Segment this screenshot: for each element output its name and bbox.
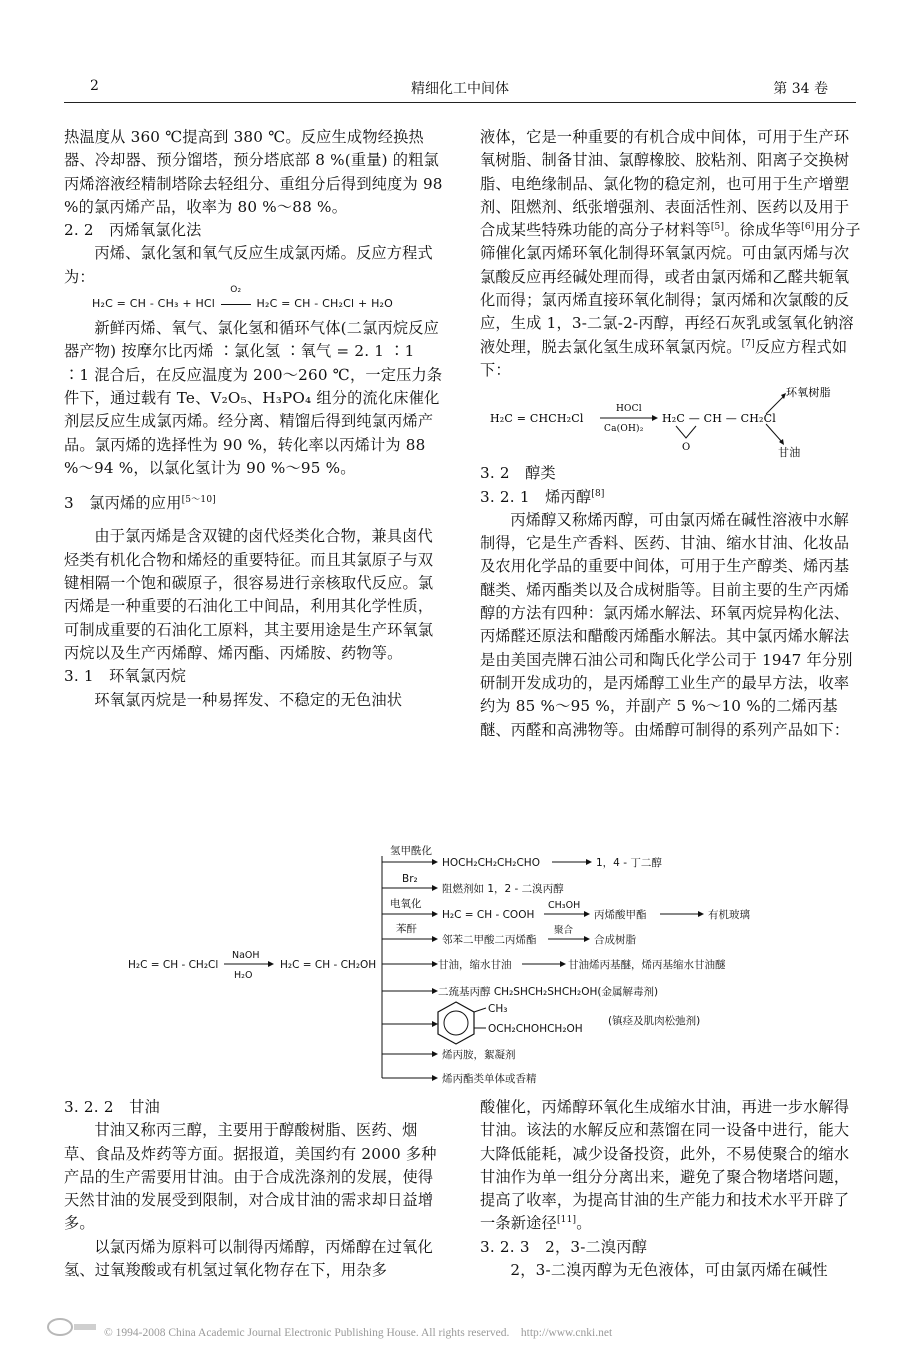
arrow-head xyxy=(584,911,590,917)
arrow-head xyxy=(432,885,438,891)
section-heading: 3. 2 醇类 xyxy=(480,464,556,483)
citation: [11] xyxy=(556,1215,577,1226)
text-run: 。 xyxy=(576,1214,592,1233)
paragraph: 由于氯丙烯是含双键的卤代烃类化合物，兼具卤代烃类有机化合物和烯烃的重要特征。而且其氯原子与双键相隔一个饱和碳原子，很容易进行亲核取代反应。氯丙烯是一种重要的石油化工中间品，利用其化学性质，可制成重要的石油化工原料，其主要用途是生产环氧氯丙烷以及生产丙烯醇、烯丙酯、丙烯胺、药物等。 xyxy=(64,527,434,662)
arrow-head xyxy=(652,415,658,421)
arrow-head xyxy=(432,1021,438,1027)
branch-product: 烯丙酯类单体或香精 xyxy=(442,1073,537,1085)
paragraph xyxy=(480,1096,862,1236)
journal-title: 精细化工中间体 xyxy=(411,81,509,97)
paragraph: 以氯丙烯为原料可以制得丙烯醇，丙烯醇在过氧化氢、过氧羧酸或有机氢过氧化物存在下，用杂多 xyxy=(64,1237,433,1280)
arrow-head xyxy=(586,859,592,865)
scheme-reagent: NaOH xyxy=(232,950,260,961)
text-run: 用分子筛催化氯丙烯环氧化制得环氧氯丙烷。可由氯丙烯与次氯酸反应再经碱处理而得，或者由氯丙烯和乙醛共轭氧化而得；氯丙烯直接环氧化制得；氯丙烯和次氯酸的反应，生成 1，3-二氯-2-丙醇，再经石灰乳或氢氧化钠溶液处理，脱去氯化氢生成环氧氯丙烷。 xyxy=(480,221,861,356)
arrow-head xyxy=(584,936,590,942)
paragraph: 丙烯醇又称烯丙醇，可由氯丙烯在碱性溶液中水解制得，它是生产香料、医药、甘油、缩水甘油、化妆品及农用化学品的重要中间体，可用于生产醇类、烯丙基醚类、烯丙酯类以及合成树脂等。目前主要的生产丙烯醇的方法有四种：氯丙烯水解法、环氧丙烷异构化法、丙烯醛还原法和醋酸丙烯酯水解法。其中氯丙烯水解法是由美国壳牌石油公司和陶氏化学公司于 1947 年分别研制开发成功的，是丙烯醇工业生产的最早方法，收率约为 85 %～95 %，并副产 5 %～10 %的二烯丙基醚、丙醛和高沸物等。由烯醇可制得的系列产品如下： xyxy=(480,510,853,739)
bottom-left-column xyxy=(64,1096,444,1282)
arrow-head xyxy=(698,911,704,917)
equation-reactant: H₂C = CHCH₂Cl xyxy=(490,412,584,426)
citation: [8] xyxy=(591,488,605,499)
section-heading: 3. 2. 2 甘油 xyxy=(64,1098,160,1116)
paragraph: 丙烯、氯化氢和氧气反应生成氯丙烯。反应方程式为： xyxy=(64,244,433,286)
reaction-equation xyxy=(92,285,444,315)
branch-product: HOCH₂CH₂CH₂CHO xyxy=(442,857,540,869)
page-header xyxy=(64,76,856,103)
arrow-head xyxy=(432,936,438,942)
oxygen-label: O xyxy=(682,442,691,454)
section-heading: 3. 1 环氧氯丙烷 xyxy=(64,667,187,686)
arrow-head xyxy=(268,961,274,967)
branch-product: 1，4 - 丁二醇 xyxy=(596,857,662,869)
text-run: 反应方程式如下： xyxy=(480,337,848,379)
volume-label: 第 34 卷 xyxy=(773,81,828,97)
text-run: 。徐成华等 xyxy=(724,221,802,240)
substituent-label: OCH₂CHOHCH₂OH xyxy=(488,1023,583,1035)
paragraph: 甘油又称丙三醇，主要用于醇酸树脂、医药、烟草、食品及炸药等方面。据报道，美国约有 2000 多种产品的生产需要用甘油。由于合成洗涤剂的发展，使得天然甘油的发展受到限制，对合成甘油的需求却日益增多。 xyxy=(64,1121,437,1233)
epichlorohydrin-reaction xyxy=(480,384,860,458)
cnki-logo-icon xyxy=(46,1316,98,1338)
product-label: 环氧树脂 xyxy=(786,386,831,400)
scheme-start: H₂C = CH - CH₂Cl xyxy=(128,959,219,971)
product-label: 甘油 xyxy=(778,446,801,459)
text-run: 酸催化，丙烯醇环氧化生成缩水甘油，再进一步水解得甘油。该法的水解反应和蒸馏在同一设备中进行，能大大降低能耗，减少设备投资，此外，不易使聚合的缩水甘油作为单一组分分离出来，避免了聚合物堵塔问题，提高了收率，为提高甘油的生产能力和技术水平开辟了一条新途径 xyxy=(480,1098,850,1233)
paragraph: 2，3-二溴丙醇为无色液体，可由氯丙烯在碱性 xyxy=(510,1261,828,1280)
branch-product: 有机玻璃 xyxy=(708,909,750,921)
section-heading: 2. 2 丙烯氧氯化法 xyxy=(64,221,202,240)
epoxide-ring xyxy=(676,426,696,438)
branch-label: 氢甲酰化 xyxy=(390,845,432,857)
arrow-head xyxy=(560,961,566,967)
scheme-reagent: 聚合 xyxy=(554,925,574,936)
scheme-reagent: CH₃OH xyxy=(548,900,581,911)
page-number: 2 xyxy=(90,78,99,94)
substituent-label: CH₃ xyxy=(488,1003,508,1015)
branch-product: 丙烯酸甲酯 xyxy=(594,909,647,921)
branch-label: 电氧化 xyxy=(390,898,422,910)
branch-product: 烯丙胺，絮凝剂 xyxy=(442,1049,516,1061)
branch-label: Br₂ xyxy=(402,873,418,885)
citation: [5～10] xyxy=(181,495,216,506)
branch-product: 阻燃剂如 1，2 - 二溴丙醇 xyxy=(442,883,564,895)
equation-product: H₂C — CH — CH₂Cl xyxy=(662,412,776,426)
arrow-head xyxy=(432,1051,438,1057)
branch-product: 合成树脂 xyxy=(594,934,636,946)
branch-product: 甘油烯丙基醚，烯丙基缩水甘油醚 xyxy=(568,959,726,971)
allyl-alcohol-product-scheme xyxy=(120,838,780,1088)
paragraph xyxy=(480,126,862,382)
copyright-footer: © 1994-2008 China Academic Journal Electronic Publishing House. All rights reserved. http://www.cnki.net xyxy=(104,1327,613,1339)
citation: [5] xyxy=(710,222,725,233)
arrow-head xyxy=(432,859,438,865)
equation-catalyst: O₂ xyxy=(230,285,242,296)
branch-product: 邻苯二甲酸二丙烯酯 xyxy=(442,934,537,946)
branch-product: H₂C = CH - COOH xyxy=(442,909,535,921)
branch-product: 二巯基丙醇 CH₂SHCH₂SHCH₂OH(金属解毒剂) xyxy=(438,986,659,998)
branch-label: 苯酐 xyxy=(396,923,417,935)
arrow-head xyxy=(432,1075,438,1081)
equation-reactants: H₂C = CH - CH₃ + HCl xyxy=(92,297,216,311)
paragraph: 环氧氯丙烷是一种易挥发、不稳定的无色油状 xyxy=(94,690,403,709)
bottom-right-column xyxy=(480,1096,862,1282)
equation-reagent: Ca(OH)₂ xyxy=(604,424,644,435)
equation-reagent: HOCl xyxy=(616,404,642,415)
paragraph: 热温度从 360 ℃提高到 380 ℃。反应生成物经换热器、冷却器、预分馏塔，预分塔底部 8 %(重量) 的粗氯丙烯溶液经精制塔除去轻组分、重组分后得到纯度为 98 %的氯丙烯产品，收率为 80 %～88 %。 xyxy=(64,128,443,216)
scheme-allyl-alcohol: H₂C = CH - CH₂OH xyxy=(280,959,377,971)
scheme-reagent: H₂O xyxy=(234,970,253,981)
branch-arrow xyxy=(766,424,782,442)
left-column xyxy=(64,126,444,712)
equation-products: H₂C = CH - CH₂Cl + H₂O xyxy=(256,297,394,311)
section-heading xyxy=(64,492,444,515)
reaction-arrow xyxy=(221,304,251,305)
text-run: 液体，它是一种重要的有机合成中间体，可用于生产环氧树脂、制备甘油、氯醇橡胶、胶粘剂、阳离子交换树脂、电绝缘制品、氯化物的稳定剂，也可用于生产增塑剂、阻燃剂、纸张增强剂、表面活性剂、医药以及用于合成某些特殊功能的高分子材料等 xyxy=(480,128,850,240)
section-heading-text: 3 氯丙烯的应用 xyxy=(64,494,182,513)
benzene-aromatic-circle xyxy=(444,1011,468,1035)
arrow-head xyxy=(432,911,438,917)
section-heading: 3. 2. 3 2，3-二溴丙醇 xyxy=(480,1237,648,1256)
product-note: (镇痉及肌肉松弛剂) xyxy=(608,1015,701,1027)
right-column xyxy=(480,126,862,742)
section-heading-text: 3. 2. 1 烯丙醇 xyxy=(480,487,592,506)
section-heading xyxy=(480,486,862,509)
benzene-ring xyxy=(438,1002,474,1044)
paragraph: 新鲜丙烯、氧气、氯化氢和循环气体(二氯丙烷反应器产物) 按摩尔比丙烯 ∶氯化氢 ∶氧气 = 2. 1 ∶1 ∶1 混合后，在反应温度为 200～260 ℃，一定压力条件下，通过载有 Te、V₂O₅、H₃PO₄ 组分的流化床催化剂层反应生成氯丙烯。经分离、精馏后得到纯氯丙烯产品。氯丙烯的选择性为 90 %，转化率以丙烯计为 88 %～94 %，以氯化氢计为 90 %～95 %。 xyxy=(64,319,443,477)
bond-line xyxy=(474,1008,486,1012)
citation: [6] xyxy=(801,222,815,233)
branch-product: 甘油，缩水甘油 xyxy=(438,959,512,971)
citation: [7] xyxy=(741,338,755,349)
